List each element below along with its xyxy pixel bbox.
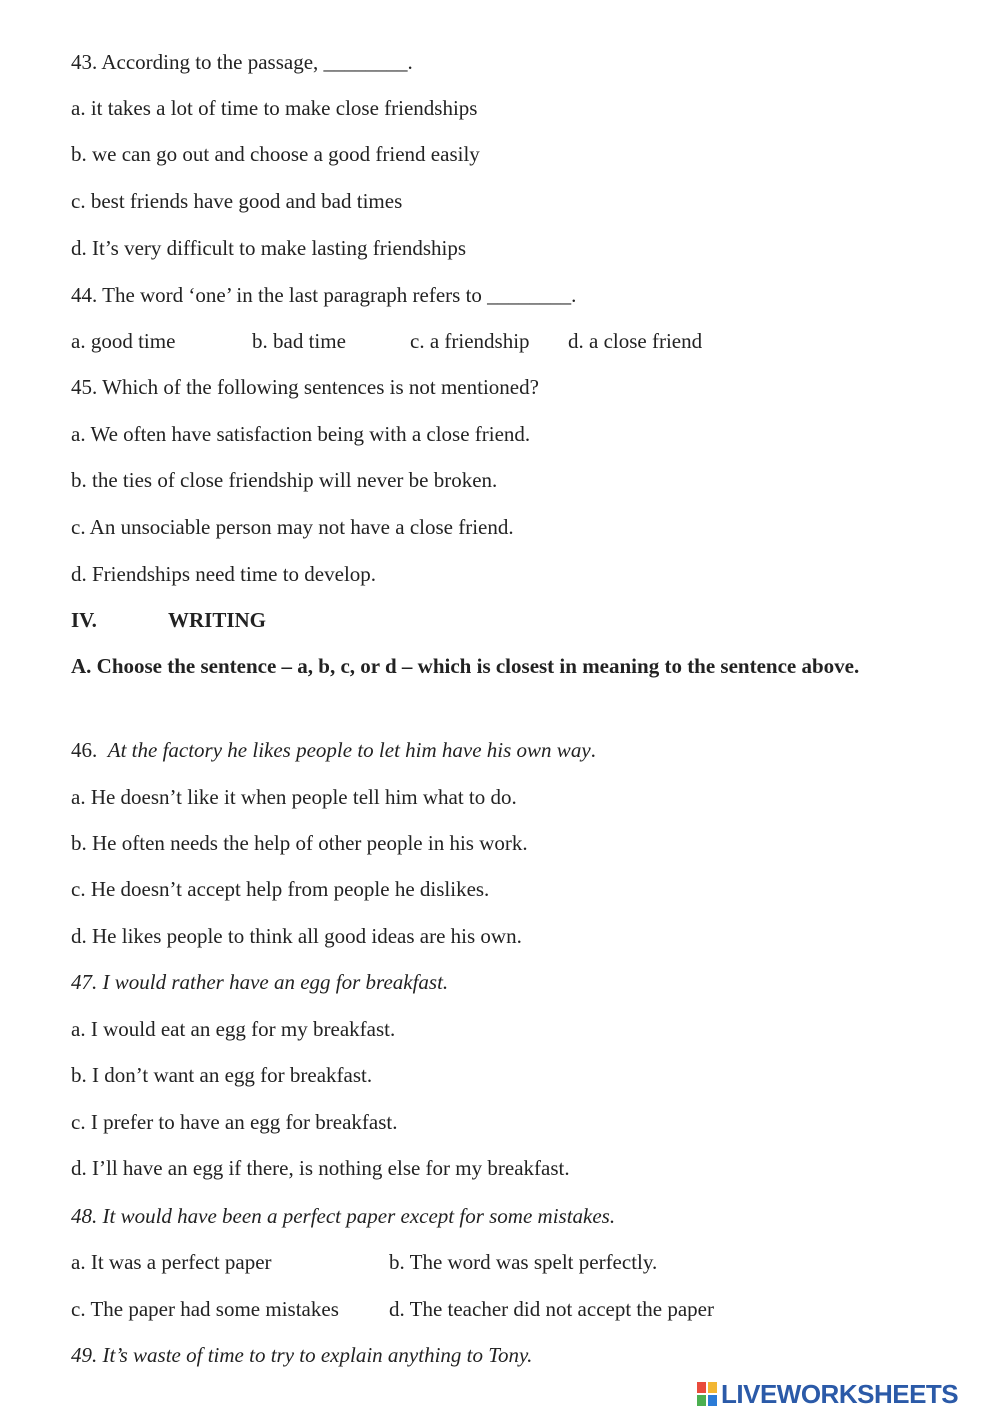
q46-option-c: c. He doesn’t accept help from people he dislikes. — [71, 877, 490, 901]
question-45-stem: 45. Which of the following sentences is not mentioned? — [71, 375, 539, 399]
q48-option-d: d. The teacher did not accept the paper — [389, 1297, 714, 1321]
question-48-stem: 48. It would have been a perfect paper except for some mistakes. — [71, 1204, 616, 1228]
q44-option-c: c. a friendship — [410, 329, 530, 353]
question-47-stem: 47. I would rather have an egg for breakfast. — [71, 970, 449, 994]
liveworksheets-logo-text: LIVEWORKSHEETS — [721, 1378, 959, 1409]
q44-options-row — [71, 328, 771, 354]
q43-option-b: b. we can go out and choose a good friend easily — [71, 142, 480, 166]
question-46-stem — [71, 737, 596, 763]
q45-option-c: c. An unsociable person may not have a close friend. — [71, 515, 514, 539]
q45-option-a: a. We often have satisfaction being with a close friend. — [71, 422, 531, 446]
section-instruction: A. Choose the sentence – a, b, c, or d – which is closest in meaning to the sentence above. — [71, 654, 860, 678]
q48-option-c: c. The paper had some mistakes — [71, 1297, 339, 1321]
question-43-stem: 43. According to the passage, ________. — [71, 50, 413, 74]
liveworksheets-logo — [697, 1378, 958, 1410]
q47-option-a: a. I would eat an egg for my breakfast. — [71, 1017, 396, 1041]
q48-options-row-2 — [71, 1296, 791, 1322]
section-title: WRITING — [168, 608, 267, 632]
q45-option-d: d. Friendships need time to develop. — [71, 562, 377, 586]
q45-option-b: b. the ties of close friendship will never be broken. — [71, 468, 498, 492]
section-heading — [71, 607, 471, 633]
q46-option-a: a. He doesn’t like it when people tell him what to do. — [71, 785, 517, 809]
liveworksheets-logo-icon — [697, 1381, 719, 1407]
q43-option-c: c. best friends have good and bad times — [71, 189, 403, 213]
q46-end: . — [590, 738, 596, 762]
q44-option-a: a. good time — [71, 329, 176, 353]
question-49-stem: 49. It’s waste of time to try to explain anything to Tony. — [71, 1343, 533, 1367]
q46-option-b: b. He often needs the help of other people in his work. — [71, 831, 528, 855]
q46-option-d: d. He likes people to think all good ideas are his own. — [71, 924, 522, 948]
q47-option-b: b. I don’t want an egg for breakfast. — [71, 1063, 373, 1087]
section-number: IV. — [71, 608, 97, 632]
q46-sentence: At the factory he likes people to let him have his own way — [107, 738, 591, 762]
question-44-stem: 44. The word ‘one’ in the last paragraph refers to ________. — [71, 283, 577, 307]
q48-option-a: a. It was a perfect paper — [71, 1250, 272, 1274]
q43-option-d: d. It’s very difficult to make lasting friendships — [71, 236, 467, 260]
q48-options-row-1 — [71, 1249, 791, 1275]
q46-number: 46. — [71, 738, 98, 762]
q44-option-b: b. bad time — [252, 329, 346, 353]
q43-option-a: a. it takes a lot of time to make close friendships — [71, 96, 478, 120]
q48-option-b: b. The word was spelt perfectly. — [389, 1250, 658, 1274]
q47-option-d: d. I’ll have an egg if there, is nothing else for my breakfast. — [71, 1156, 570, 1180]
q44-option-d: d. a close friend — [568, 329, 703, 353]
q47-option-c: c. I prefer to have an egg for breakfast. — [71, 1110, 398, 1134]
